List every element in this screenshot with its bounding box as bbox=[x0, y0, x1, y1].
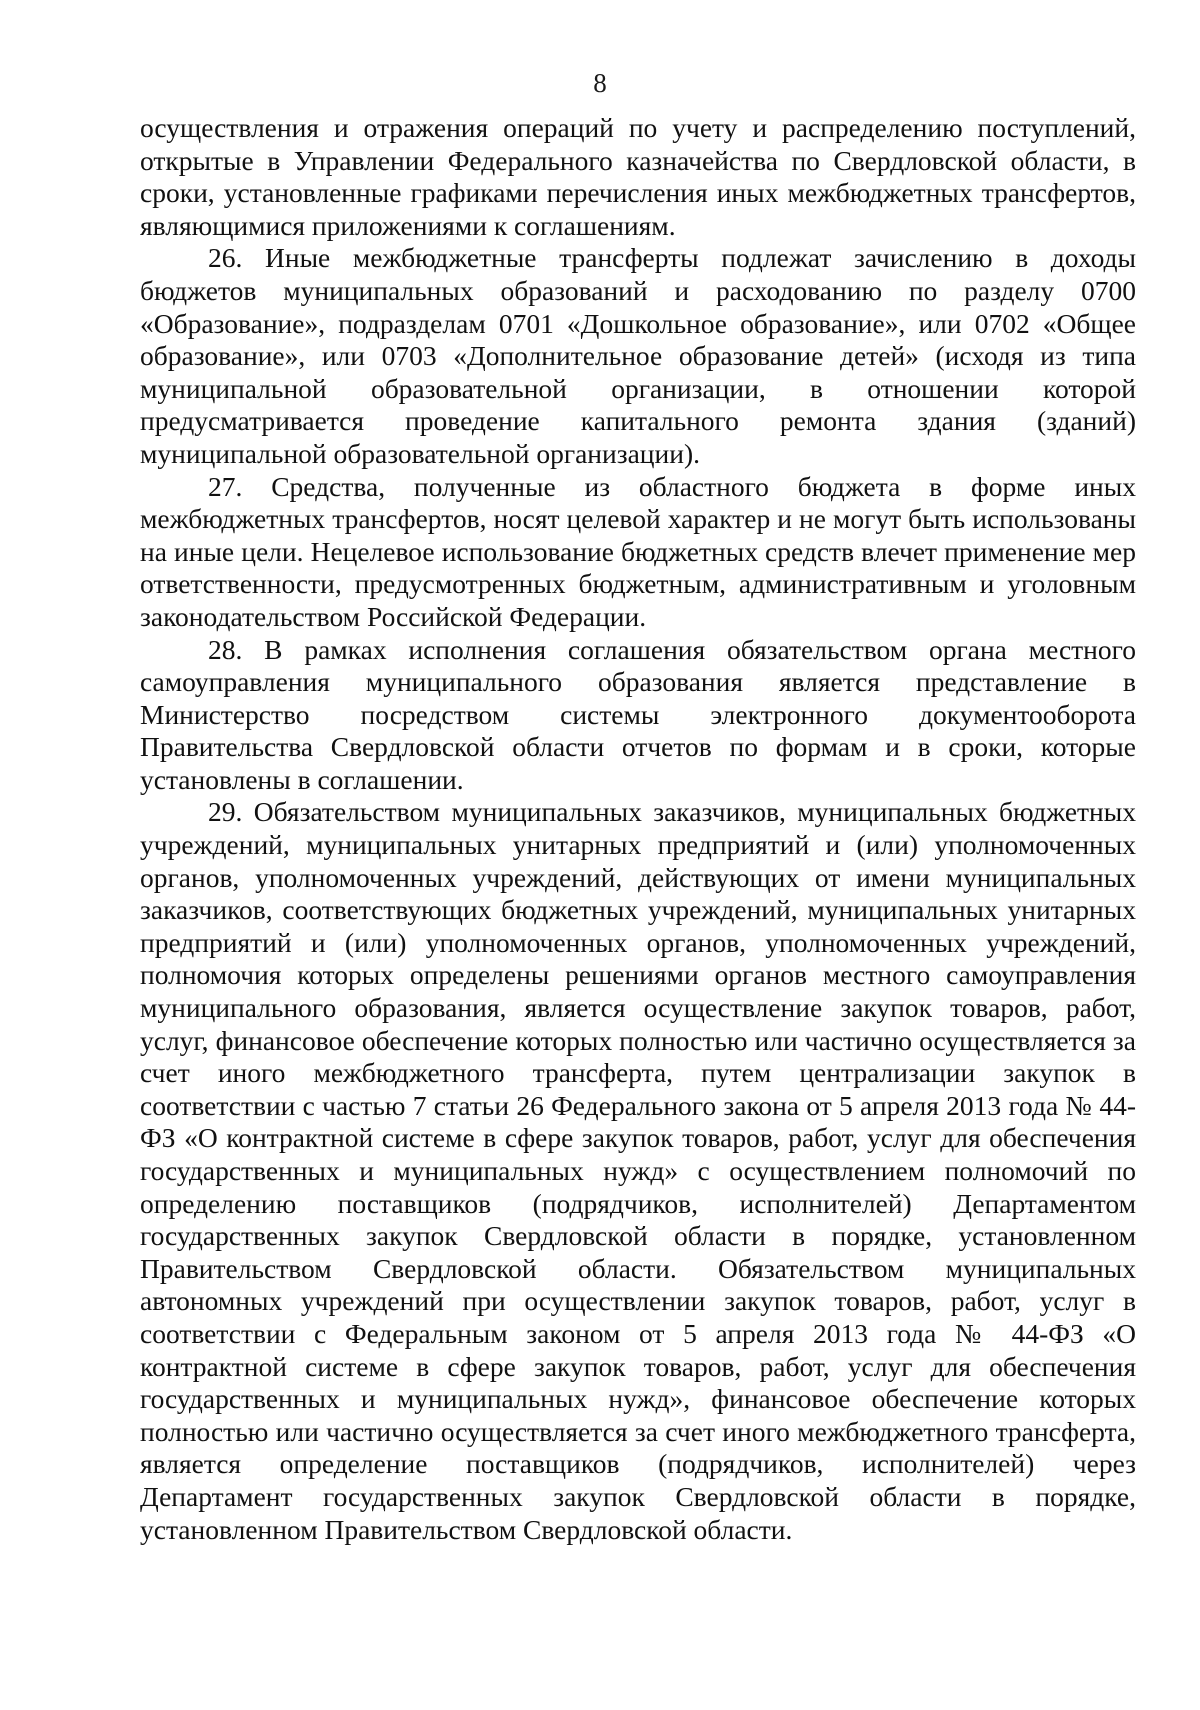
document-body bbox=[140, 112, 1136, 1546]
page-number: 8 bbox=[593, 68, 607, 98]
paragraph-28: 28. В рамках исполнения соглашения обязательством органа местного самоуправления муниципального образования является представление в Министерство посредством системы электронного документооборота Правительства Свердловской области отчетов по формам и в сроки, которые установлены в соглашении. bbox=[140, 633, 1136, 795]
paragraph-29: 29. Обязательством муниципальных заказчиков, муниципальных бюджетных учреждений, муниципальных унитарных предприятий и (или) уполномоченных органов, уполномоченных учреждений, действующих от имени муниципальных заказчиков, соответствующих бюджетных учреждений, муниципальных унитарных предприятий и (или) уполномоченных органов, уполномоченных учреждений, полномочия которых определены решениями органов местного самоуправления муниципального образования, является осуществление закупок товаров, работ, услуг, финансовое обеспечение которых полностью или частично осуществляется за счет иного межбюджетного трансферта, путем централизации закупок в соответствии с частью 7 статьи 26 Федерального закона от 5 апреля 2013 года № 44-ФЗ «О контрактной системе в сфере закупок товаров, работ, услуг для обеспечения государственных и муниципальных нужд» с осуществлением полномочий по определению поставщиков (подрядчиков, исполнителей) Департаментом государственных закупок Свердловской области в порядке, установленном Правительством Свердловской области. Обязательством муниципальных автономных учреждений при осуществлении закупок товаров, работ, услуг в соответствии с Федеральным законом от 5 апреля 2013 года № 44-ФЗ «О контрактной системе в сфере закупок товаров, работ, услуг для обеспечения государственных и муниципальных нужд», финансовое обеспечение которых полностью или частично осуществляется за счет иного межбюджетного трансферта, является определение поставщиков (подрядчиков, исполнителей) через Департамент государственных закупок Свердловской области в порядке, установленном Правительством Свердловской области. bbox=[140, 796, 1136, 1545]
paragraph-27: 27. Средства, полученные из областного бюджета в форме иных межбюджетных трансфертов, носят целевой характер и не могут быть использованы на иные цели. Нецелевое использование бюджетных средств влечет применение мер ответственности, предусмотренных бюджетным, административным и уголовным законодательством Российской Федерации. bbox=[140, 470, 1136, 632]
paragraph-26: 26. Иные межбюджетные трансферты подлежат зачислению в доходы бюджетов муниципальных образований и расходованию по разделу 0700 «Образование», подразделам 0701 «Дошкольное образование», или 0702 «Общее образование», или 0703 «Дополнительное образование детей» (исходя из типа муниципальной образовательной организации, в отношении которой предусматривается проведение капитального ремонта здания (зданий) муниципальной образовательной организации). bbox=[140, 242, 1136, 469]
paragraph-continuation: осуществления и отражения операций по учету и распределению поступлений, открытые в Управлении Федерального казначейства по Свердловской области, в сроки, установленные графиками перечисления иных межбюджетных трансфертов, являющимися приложениями к соглашениям. bbox=[140, 112, 1136, 241]
